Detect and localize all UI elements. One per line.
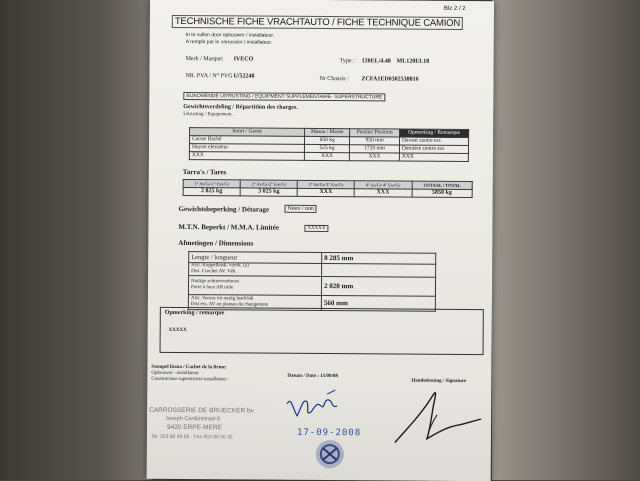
chassis-value: ZCFA1ED0302538816 <box>361 76 419 83</box>
page-label: Blz 2 / 2 <box>443 5 466 13</box>
table-cell: Afst. Koppelbask- voork. (a) Dist. Crochet AV. Véh. <box>189 263 322 277</box>
equipment-header: BIJKOMENDE UITRUSTING / EQUIPMENT SUPPLEMENTAIRE- SUPERSTRUCTURE <box>183 92 385 101</box>
remark-heading: Opmerking / remarque <box>164 309 225 317</box>
table-cell: 850 kg <box>304 136 349 144</box>
table-cell: XXX <box>304 152 349 160</box>
pva-value: U/52248 <box>233 73 255 80</box>
instruction-nl: In te vullen door opbouwer / installateur. <box>185 32 275 39</box>
type-value: 120EL/4.48 <box>361 58 391 65</box>
table-cell: XXX <box>189 152 304 161</box>
gewichtsbeperking-value: Neen / non <box>285 205 317 213</box>
table-cell: Dernière centre ess <box>399 145 468 153</box>
table-cell: XXX <box>355 189 412 197</box>
pva-label: NR. PVA / N° PVG : <box>185 73 236 80</box>
afmetingen-heading: Afmetingen / Dimensions <box>178 239 254 248</box>
weight-table <box>189 127 469 162</box>
table-cell: Hayon elevateur <box>189 144 304 153</box>
tarra-col-4: 4° As/Gr-4° Ess/Gr <box>355 181 412 189</box>
weight-heading: Gewichtsverdeling / Répartition des charges. <box>183 104 298 111</box>
tarra-table <box>183 179 473 198</box>
table-cell: Afst. Vooras tot nuttig laadvlak Dist ess. AV au plateau de changement <box>188 295 321 311</box>
signature-label: Handtekening / Signature <box>411 378 467 385</box>
table-cell: 3 025 kg <box>240 188 297 196</box>
col-genre: Soort / Genre <box>190 128 305 137</box>
background-left <box>0 0 152 480</box>
mtn-value: XXXXX <box>304 225 328 232</box>
weight-sub: Uitrusting / Equipement. <box>183 112 233 118</box>
col-position: Positie/ Position <box>350 129 400 137</box>
date-label: Datum / Date : 15/09/08 <box>287 373 338 380</box>
company-street: Joseph Cardijnstraat 6 <box>165 415 221 423</box>
table-cell: XXX <box>350 153 400 161</box>
tarra-col-2: 2° As/Gr-2° Ess/Gr <box>240 180 297 188</box>
tarra-col-1: 1° As/Gr-1° Ess/Gr <box>183 180 240 188</box>
table-cell: 2 020 mm <box>321 277 435 297</box>
company-phone: Tel. 053 80 49 58 - Fax 053 80 55 32 <box>150 433 233 441</box>
firm-signature-scribble <box>283 386 349 426</box>
table-cell: 560 mm <box>321 296 435 312</box>
table-cell: Devant centre ess <box>399 137 468 145</box>
table-cell: 525 kg <box>304 144 349 152</box>
table-cell: XXX <box>297 188 354 196</box>
table-cell: 5850 kg <box>412 189 473 197</box>
brand-value: IVECO <box>233 56 254 63</box>
remark-box <box>160 307 484 355</box>
table-row <box>189 263 436 278</box>
table-cell: 8 285 mm <box>322 253 436 265</box>
gewichtsbeperking-label: Gewichtsbeperking / Détarage <box>178 205 270 214</box>
background-right <box>492 0 640 480</box>
table-cell: 2 825 kg <box>183 188 240 196</box>
table-cell: XXX <box>399 153 468 161</box>
company-city: 9420 ERPE-MERE <box>166 423 222 432</box>
table-cell: Lengte / longueur <box>189 252 322 264</box>
type-value-2: ML120EL18 <box>396 58 430 65</box>
col-remarque: Opmerking / Remarque <box>399 129 468 137</box>
table-cell: 1720 mm <box>350 145 400 153</box>
table-cell: 950 mm <box>350 137 400 145</box>
table-row <box>189 152 468 162</box>
dimensions-table <box>188 251 436 312</box>
mtn-label: M.T.N. Beperkt / M.M.A. Limitée <box>178 223 280 232</box>
col-masse: Massa / Masse <box>305 128 350 136</box>
type-label: Type : <box>339 58 355 65</box>
company-seal <box>311 436 349 472</box>
handwritten-signature <box>387 384 487 451</box>
tarra-col-total: TOTAAL / TOTAL <box>412 181 473 189</box>
document-sheet <box>147 0 494 481</box>
date-stamp: 17-09-2008 <box>296 427 362 439</box>
table-cell: Caisse Baché <box>189 136 304 145</box>
stamp-sub-1: Opbouwer - installateur <box>151 370 199 377</box>
tarra-col-3: 3° As/Gr-3° Ess/Gr <box>297 180 354 188</box>
stamp-sub-2: Constructeur superstructs-installateur : <box>151 376 229 383</box>
table-cell: Nuttige achteroverbouw Porte à faux AR utile <box>188 276 321 296</box>
brand-label: Merk / Marque: <box>185 56 224 63</box>
instruction-fr: A remplir par le carrossier / installateur. <box>185 39 273 46</box>
table-row <box>188 276 435 297</box>
table-cell <box>322 264 436 278</box>
stamp-label: Stempel firma / Cachet de la firme: <box>151 364 227 371</box>
company-name: CARROSSERIE DE BRUECKER bv <box>149 406 254 415</box>
tarra-heading: Tarra's / Tares <box>182 168 227 177</box>
remark-value: XXXXX <box>168 327 187 334</box>
chassis-label: Nr Chassis : <box>319 75 349 83</box>
document-title: TECHNISCHE FICHE VRACHTAUTO / FICHE TECHNIQUE CAMION <box>172 15 463 30</box>
table-row <box>183 188 472 198</box>
